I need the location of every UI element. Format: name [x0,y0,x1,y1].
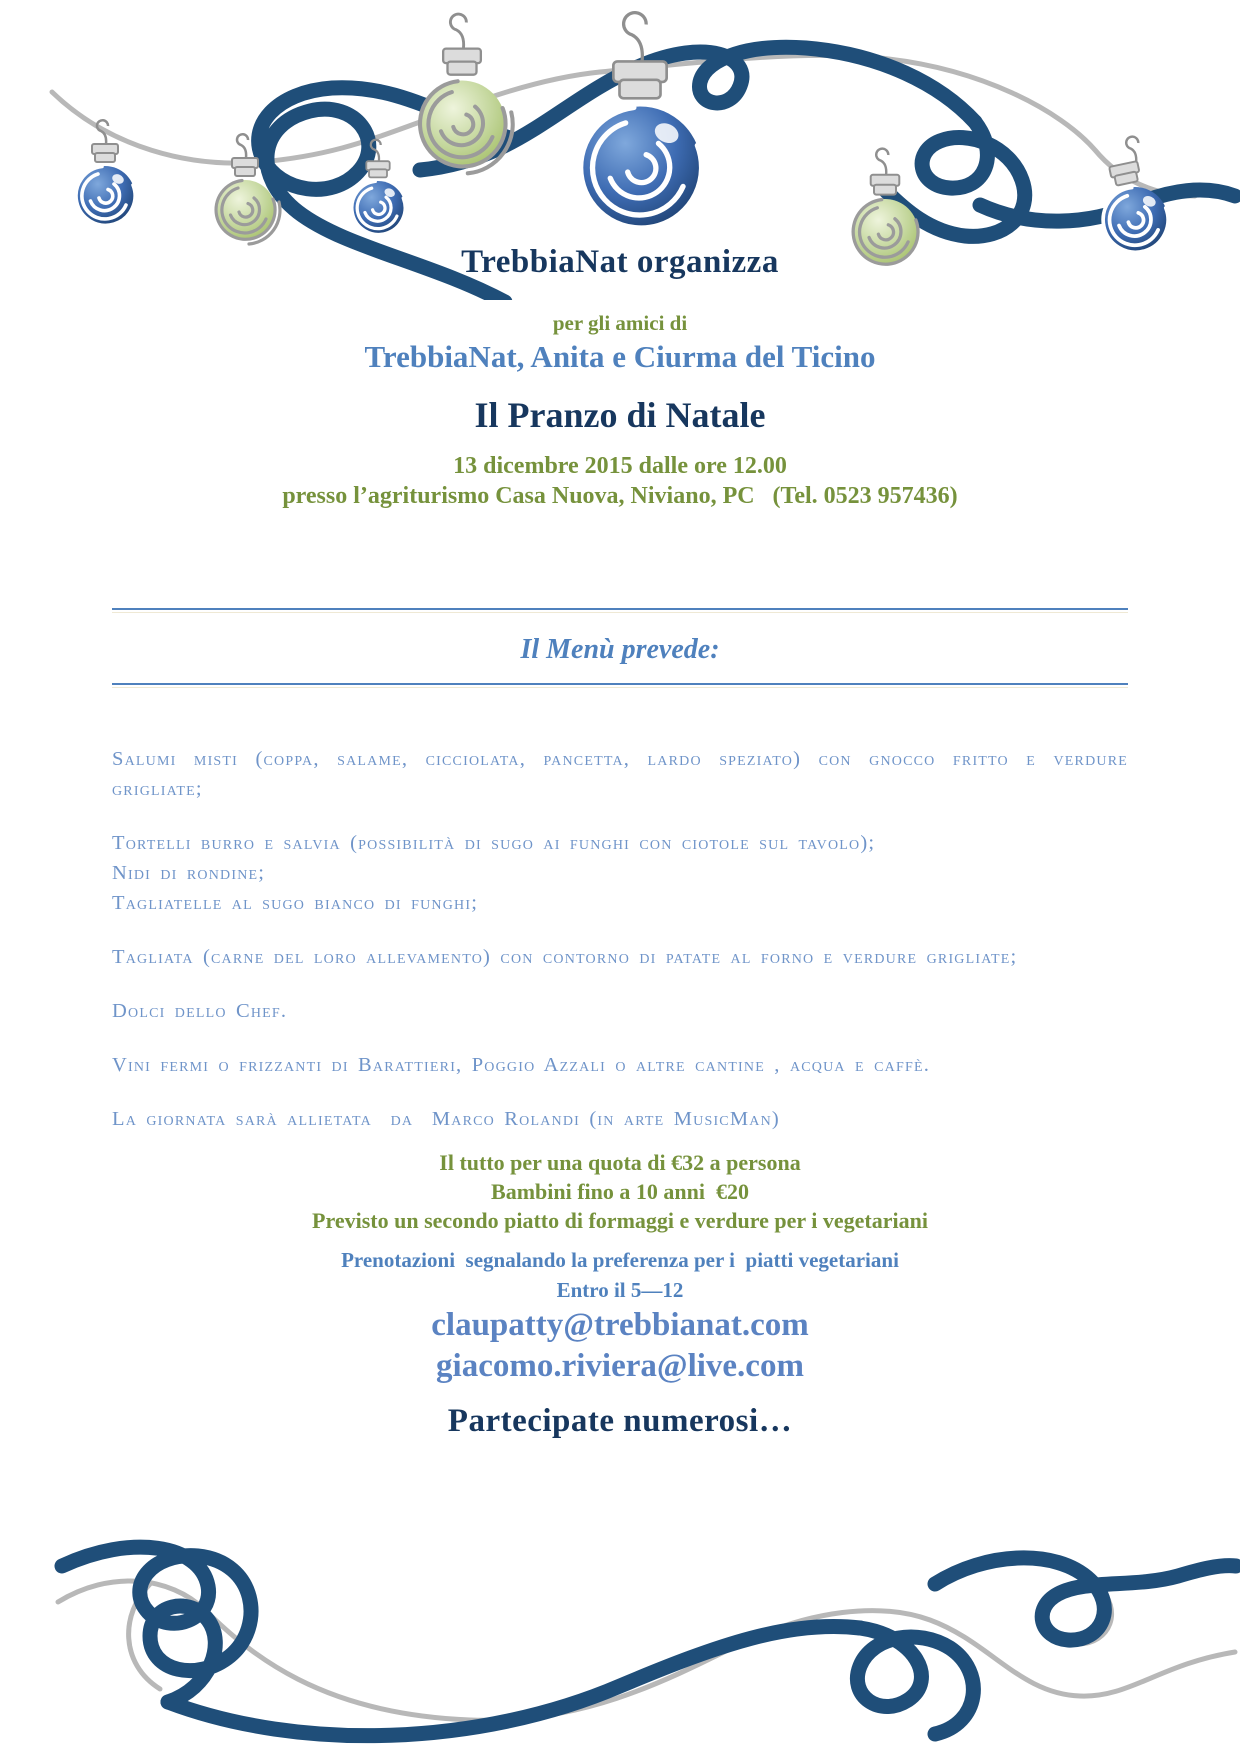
booking-deadline: Entro il 5—12 [556,1278,684,1302]
menu-text: Vini fermi o frizzanti di Barattieri, Poggio Azzali o altre cantine , acqua e caffè. [112,1054,931,1076]
menu-text: La giornata sarà allietata da Marco Rolandi (in arte MusicMan) [112,1108,780,1130]
menu-text: Salumi misti (coppa, salame, cicciolata, pancetta, lardo speziato) con gnocco fritto e verdure grigliate; [112,748,1128,800]
booking-instructions: Prenotazioni segnalando la preferenza per i piatti vegetariani [341,1248,899,1272]
closing-line: Partecipate numerosi… [447,1403,793,1439]
organizer-title: TrebbiaNat organizza [461,244,779,280]
menu-item-antipasto [112,744,1128,804]
menu-text: Tortelli burro e salvia (possibilità di sugo ai funghi con ciotole sul tavolo); [112,832,876,854]
dedication-line: per gli amici di [552,311,688,335]
menu-item-bevande [112,1050,1128,1080]
event-title: Il Pranzo di Natale [474,395,766,435]
menu-item-entertainment [112,1104,1128,1134]
pricing-block [112,1148,1128,1235]
price-per-person: Il tutto per una quota di €32 a persona [439,1150,801,1175]
friends-line: TrebbiaNat, Anita e Ciurma del Ticino [364,339,876,374]
vegetarian-note: Previsto un secondo piatto di formaggi e verdure per i vegetariani [312,1208,928,1233]
menu-text: Tagliata (carne del loro allevamento) con contorno di patate al forno e verdure grigliate; [112,946,1018,968]
navy-ribbon [62,1547,1236,1736]
booking-email-2: giacomo.riviera@live.com [436,1348,804,1384]
booking-email-1: claupatty@trebbianat.com [431,1307,809,1343]
menu-text: Nidi di rondine; [112,862,266,884]
event-date: 13 dicembre 2015 dalle ore 12.00 [453,453,787,479]
ribbon-flourish-decoration [0,1524,1240,1754]
event-venue: presso l’agriturismo Casa Nuova, Niviano, PC (Tel. 0523 957436) [282,483,958,509]
menu-text: Tagliatelle al sugo bianco di funghi; [112,892,479,914]
horizontal-rule-top [112,608,1128,613]
menu-item-secondo [112,942,1128,972]
menu-text: Dolci dello Chef. [112,1000,288,1022]
price-children: Bambini fino a 10 anni €20 [491,1179,749,1204]
booking-block [112,1245,1128,1387]
menu-item-dolce [112,996,1128,1026]
horizontal-rule-bottom [112,683,1128,688]
menu-heading: Il Menù prevede: [520,634,720,665]
gray-ribbon [58,1561,1235,1720]
menu-item-primi [112,828,1128,918]
